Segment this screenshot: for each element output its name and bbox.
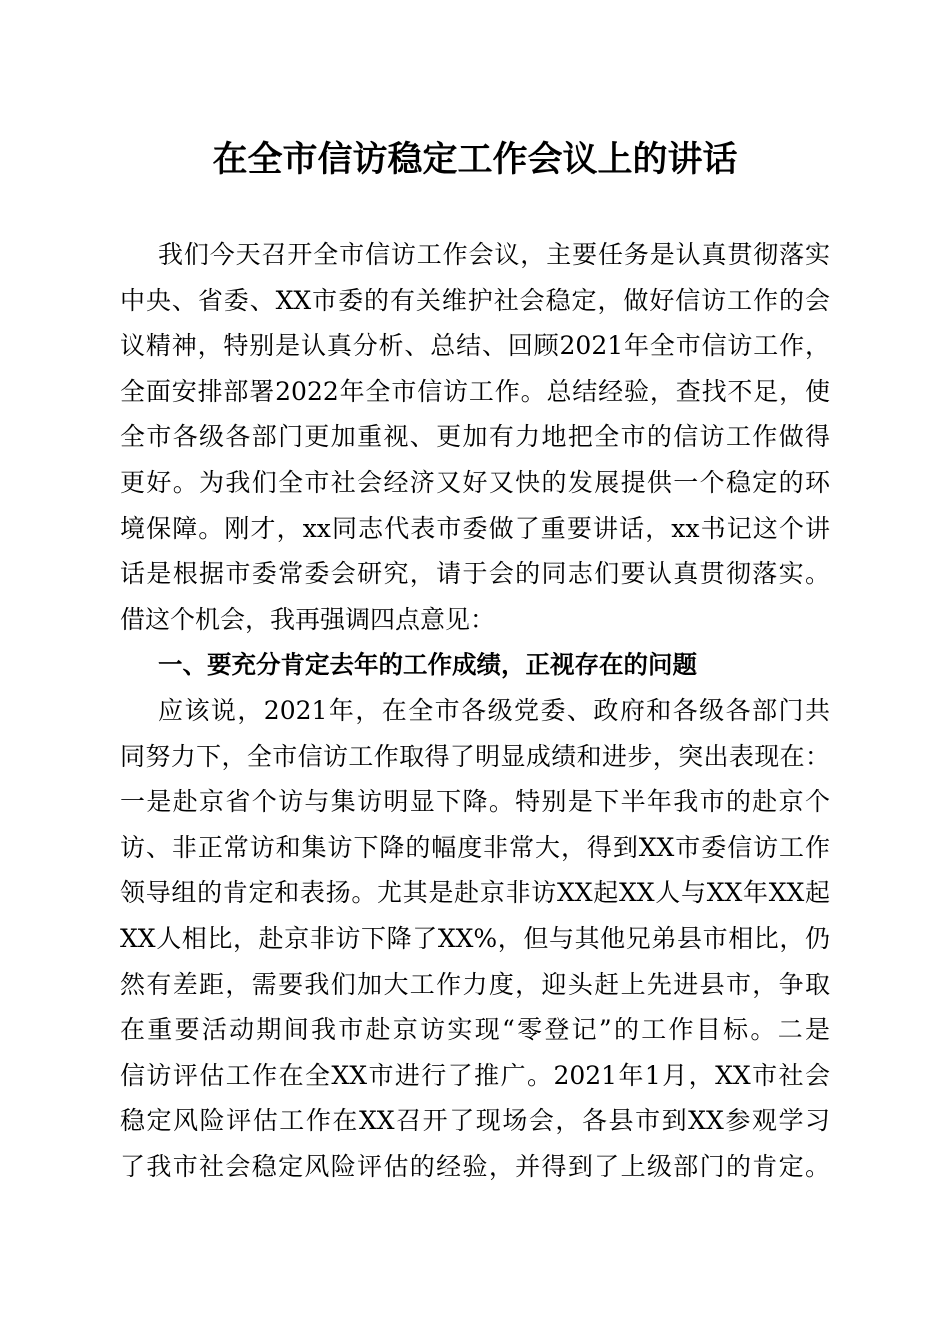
paragraph-line: 稳定风险评估工作在XX召开了现场会，各县市到XX参观学习	[120, 1106, 830, 1136]
paragraph-line: 更好。为我们全市社会经济又好又快的发展提供一个稳定的环	[120, 467, 830, 497]
paragraph-line: 领导组的肯定和表扬。尤其是赴京非访XX起XX人与XX年XX起	[120, 878, 830, 908]
paragraph-line: 借这个机会，我再强调四点意见：	[120, 604, 496, 634]
paragraph-line: 中央、省委、XX市委的有关维护社会稳定，做好信访工作的会	[120, 285, 830, 315]
paragraph-line: 在重要活动期间我市赴京访实现“零登记”的工作目标。二是	[120, 1015, 830, 1045]
page-title: 在全市信访稳定工作会议上的讲话	[212, 139, 738, 180]
paragraph-line: 一是赴京省个访与集访明显下降。特别是下半年我市的赴京个	[120, 787, 830, 817]
paragraph-line: 同努力下，全市信访工作取得了明显成绩和进步，突出表现在：	[120, 741, 830, 771]
paragraph-line: 了我市社会稳定风险评估的经验，并得到了上级部门的肯定。	[120, 1151, 830, 1181]
paragraph-line: 应该说，2021年，在全市各级党委、政府和各级各部门共	[158, 695, 830, 725]
paragraph-line: 信访评估工作在全XX市进行了推广。2021年1月，XX市社会	[120, 1060, 830, 1090]
paragraph-line: 议精神，特别是认真分析、总结、回顾2021年全市信访工作，	[120, 331, 830, 361]
paragraph-line: 我们今天召开全市信访工作会议，主要任务是认真贯彻落实	[158, 240, 830, 269]
document-body	[120, 232, 830, 1189]
paragraph-line: 全面安排部署2022年全市信访工作。总结经验，查找不足，使	[120, 376, 830, 406]
paragraph-line: 访、非正常访和集访下降的幅度非常大，得到XX市委信访工作	[120, 832, 830, 862]
paragraph-line: 全市各级各部门更加重视、更加有力地把全市的信访工作做得	[120, 422, 830, 452]
paragraph-line: 境保障。刚才，xx同志代表市委做了重要讲话，xx书记这个讲	[120, 513, 830, 543]
paragraph-line: 然有差距，需要我们加大工作力度，迎头赶上先进县市，争取	[120, 969, 830, 999]
paragraph-line: XX人相比，赴京非访下降了XX%，但与其他兄弟县市相比，仍	[120, 923, 830, 953]
section-heading: 一、要充分肯定去年的工作成绩，正视存在的问题	[158, 650, 697, 680]
paragraph-line: 话是根据市委常委会研究，请于会的同志们要认真贯彻落实。	[120, 559, 830, 589]
